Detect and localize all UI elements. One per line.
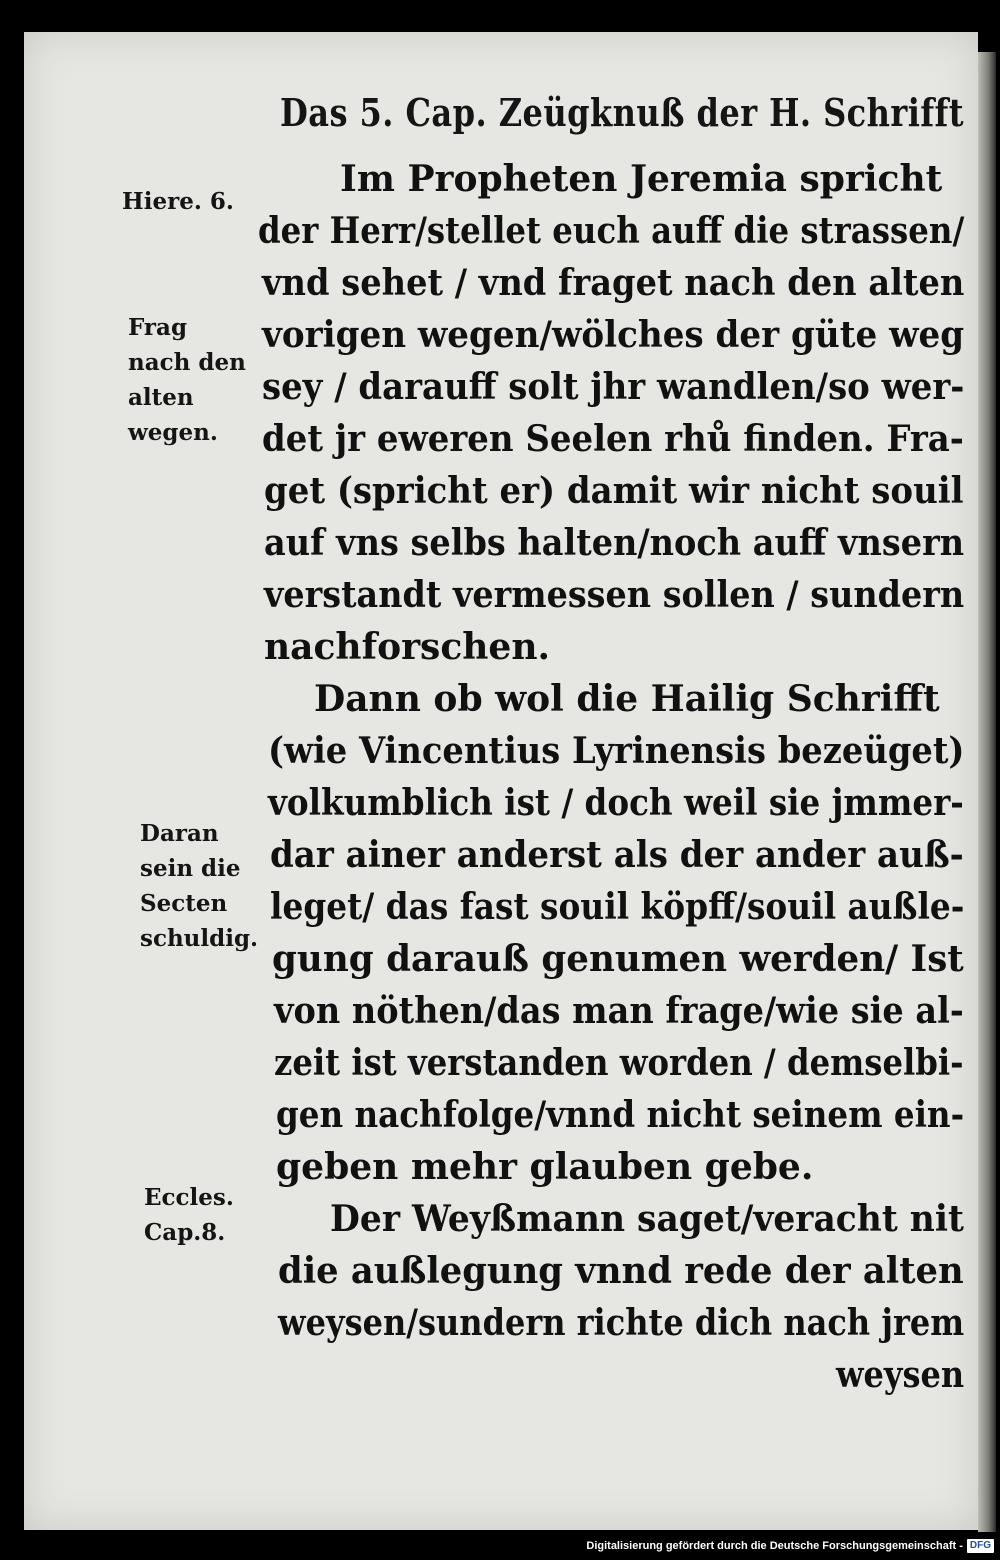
body-line: gung darauß genumen werden/ Ist (272, 938, 964, 980)
body-line: zeit ist verstanden worden / demselbi- (274, 1042, 964, 1084)
body-line: volkumblich ist / doch weil sie jmmer- (268, 782, 964, 824)
margin-note-line: Eccles. (144, 1184, 234, 1211)
body-line: vnd sehet / vnd fraget nach den alten (262, 262, 965, 304)
body-line: Dann ob wol die Hailig Schrifft (314, 678, 940, 720)
body-line: Im Propheten Jeremia spricht (340, 158, 943, 200)
body-line: get (spricht er) damit wir nicht souil (264, 470, 964, 512)
page-edge (978, 52, 996, 1532)
margin-note-frag (128, 310, 246, 450)
margin-note-daran (140, 816, 258, 956)
body-line: sey / darauff solt jhr wandlen/so wer- (262, 366, 965, 408)
margin-note-eccles (144, 1180, 234, 1250)
margin-note-line: Secten (140, 890, 228, 917)
margin-note-hiere (122, 184, 234, 219)
dfg-logo: DFG (967, 1539, 994, 1553)
margin-note-line: Hiere. 6. (122, 188, 234, 215)
body-line: dar ainer anderst als der ander auß- (270, 834, 964, 876)
margin-note-line: schuldig. (140, 925, 259, 952)
digitization-credit (586, 1536, 994, 1556)
body-line-catchword: weysen (836, 1354, 965, 1396)
book-page (24, 32, 978, 1530)
margin-note-line: wegen. (128, 419, 218, 446)
margin-note-line: nach den (128, 349, 246, 376)
margin-note-line: Frag (128, 314, 188, 341)
body-line: gen nachfolge/vnnd nicht seinem ein- (276, 1094, 965, 1136)
body-line: (wie Vincentius Lyrinensis bezeüget) (268, 730, 965, 772)
body-line: der Herr/stellet euch auff die strassen/ (258, 210, 965, 252)
body-line: die außlegung vnnd rede der alten (278, 1250, 964, 1292)
body-line: vorigen wegen/wölches der güte weg (262, 314, 965, 356)
body-line: auf vns selbs halten/noch auff vnsern (264, 522, 965, 564)
body-line: nachforschen. (264, 626, 551, 668)
margin-note-line: Daran (140, 820, 219, 847)
body-line: von nöthen/das man frage/wie sie al- (274, 990, 964, 1032)
margin-note-line: sein die (140, 855, 241, 882)
body-line: leget/ das fast souil köpff/souil außle- (270, 886, 965, 928)
credit-text: Digitalisierung gefördert durch die Deutsche Forschungsgemeinschaft - (586, 1540, 963, 1552)
running-head: Das 5. Cap. Zeügknuß der H. Schrifft (280, 90, 965, 135)
body-line: weysen/sundern richte dich nach jrem (278, 1302, 965, 1344)
body-line: det jr eweren Seelen rhů finden. Fra- (262, 418, 964, 460)
margin-note-line: Cap.8. (144, 1219, 226, 1246)
body-line: geben mehr glauben gebe. (276, 1146, 814, 1188)
body-line: verstandt vermessen sollen / sundern (264, 574, 965, 616)
margin-note-line: alten (128, 384, 194, 411)
body-line: Der Weyßmann saget/veracht nit (330, 1198, 964, 1240)
